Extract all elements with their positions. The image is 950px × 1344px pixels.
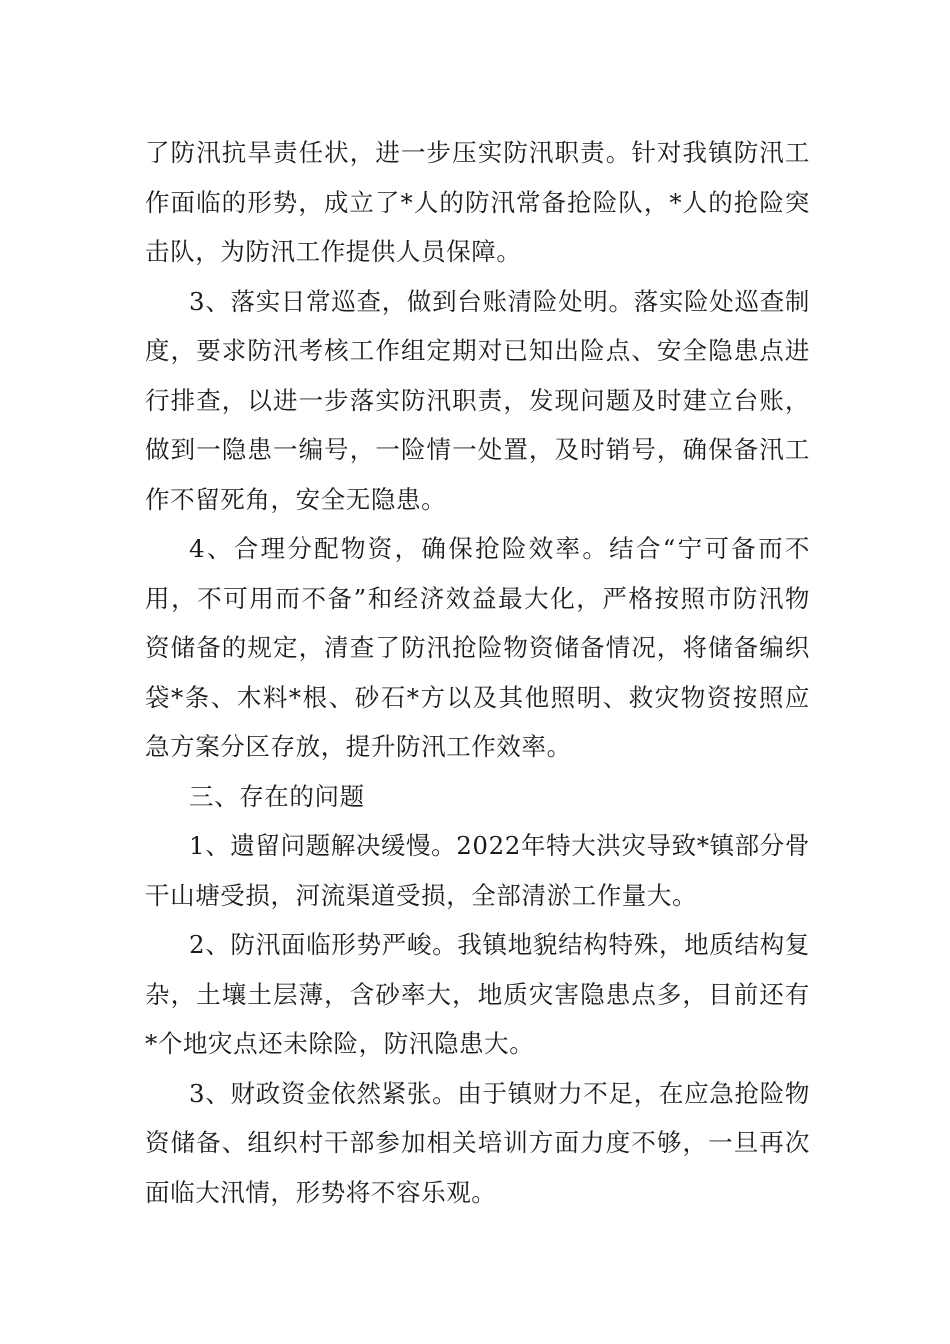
paragraph-legacy-problems: 1、遗留问题解决缓慢。2022年特大洪灾导致*镇部分骨干山塘受损，河流渠道受损，全部清淤工作量大。 [145,831,810,910]
paragraph-continued-responsibility: 了防汛抗旱责任状，进一步压实防汛职责。针对我镇防汛工作面临的形势，成立了*人的防汛常备抢险队，*人的抢险突击队，为防汛工作提供人员保障。 [145,138,810,266]
paragraph-daily-inspection: 3、落实日常巡查，做到台账清险处明。落实险处巡查制度，要求防汛考核工作组定期对已知出险点、安全隐患点进行排查，以进一步落实防汛职责，发现问题及时建立台账，做到一隐患一编号，一险情一处置，及时销号，确保备汛工作不留死角，安全无隐患。 [145,286,810,514]
document-body [145,128,810,1217]
paragraph-material-allocation: 4、合理分配物资，确保抢险效率。结合“宁可备而不用，不可用而不备”和经济效益最大化，严格按照市防汛物资储备的规定，清查了防汛抢险物资储备情况，将储备编织袋*条、木料*根、砂石*方以及其他照明、救灾物资按照应急方案分区存放，提升防汛工作效率。 [145,534,810,761]
paragraph-flood-situation: 2、防汛面临形势严峻。我镇地貌结构特殊，地质结构复杂，土壤土层薄，含砂率大，地质灾害隐患点多，目前还有*个地灾点还未除险，防汛隐患大。 [145,930,810,1058]
section-heading-existing-problems: 三、存在的问题 [189,781,365,811]
paragraph-financial-pressure: 3、财政资金依然紧张。由于镇财力不足，在应急抢险物资储备、组织村干部参加相关培训方面力度不够，一旦再次面临大汛情，形势将不容乐观。 [145,1078,810,1207]
